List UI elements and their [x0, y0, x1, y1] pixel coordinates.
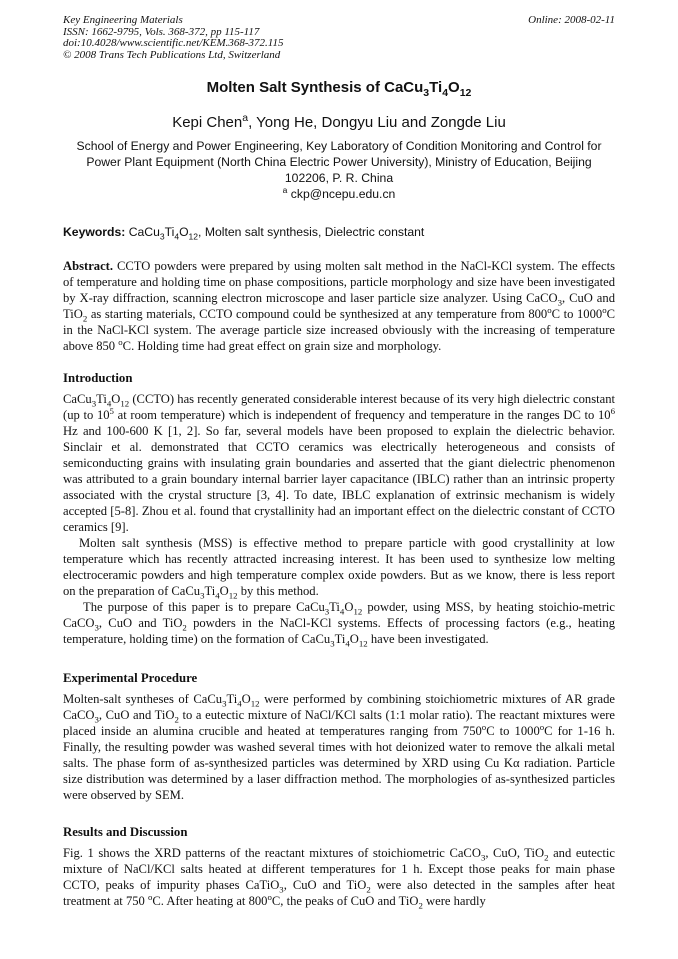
author-email: $^a$ ckp@ncepu.edu.cn: [282, 184, 396, 201]
abstract: Abstract. CCTO powders were prepared by using molten salt method in the NaCl-KCl system. The effects of temperature and holding time on phase compositions, particle morphology and size have been investigated by X-ray diffraction, scanning electron microscope and laser particle size analyzer. Using CaCO$_3$, CuO and TiO$_2$ as starting materials, CCTO compound could be synthesized at any temperature from 800$^o$C to 1000$^o$C in the NaCl-KCl system. The average particle size increased obviously with the increasing of temperature above 850 $^o$C. Holding time had great effect on grain size and morphology.: [63, 259, 615, 353]
paper-title: Molten Salt Synthesis of $CaCu_3Ti_4O_{12}$: [206, 79, 472, 99]
keywords: Keywords: $CaCu_3Ti_4O_{12}$, Molten salt synthesis, Dielectric constant: [63, 225, 425, 242]
author-list: Kepi Chen$^a$, Yong He, Dongyu Liu and Zongde Liu: [172, 112, 506, 131]
journal-header: [63, 15, 615, 61]
journal-issn: ISSN: 1662-9795, Vols. 368-372, pp 115-117: [63, 25, 260, 38]
affiliation: School of Energy and Power Engineering, Key Laboratory of Condition Monitoring and Control for Power Plant Equipment (North China Electric Power University), Ministry of Education, Beijing 102206, P. R. China: [76, 139, 602, 185]
results-heading: Results and Discussion: [63, 825, 188, 839]
journal-name: Key Engineering Materials: [63, 14, 183, 26]
online-date: Online: 2008-02-11: [528, 14, 615, 26]
journal-copyright: © 2008 Trans Tech Publications Ltd, Switzerland: [63, 48, 281, 61]
experimental-heading: Experimental Procedure: [63, 671, 198, 685]
intro-body: $CaCu_3Ti_4O_{12}$ (CCTO) has recently generated considerable interest because of its very high dielectric constant (up to $10^5$ at room temperature) which is independent of frequency and temperature in the ranges DC to $10^6$ Hz and 100-600 K [1, 2]. So far, several models have been proposed to explain the dielectric behavior. Sinclair et al. demonstrated that CCTO ceramics was electrically heterogeneous and consists of semiconducting grains with insulating grain boundaries and asserted that the giant dielectric phenomenon was attributed to a grain boundary internal barrier layer capacitance (IBLC) rather than an intrinsic property associated with the crystal structure [3, 4]. To date, IBLC explanation of extrinsic mechanism is widely accepted [5-8]. Zhou et al. found that crystallinity had an important effect on the dielectric constant of CCTO ceramics [9]. Molten salt synthesis (MSS) is effective method to prepare particle with good crystallinity at low temperature which has recently attracted increasing interest. It has been used to synthesize low melting electroceramic powders and high temperature complex oxide powders. But as we know, there is less report on the preparation of $CaCu_3Ti_4O_{12}$ by this method. The purpose of this paper is to prepare $CaCu_3Ti_4O_{12}$ powder, using MSS, by heating stoichio-metric CaCO$_3$, CuO and TiO$_2$ powders in the NaCl-KCl systems. Effects of processing factors (e.g., heating temperature, holding time) on the formation of $CaCu_3Ti_4O_{12}$ have been investigated.: [63, 392, 616, 649]
results-body: Fig. 1 shows the XRD patterns of the reactant mixtures of stoichiometric CaCO$_3$, CuO, TiO$_2$ and eutectic mixture of NaCl/KCl salts heated at different temperatures for 1 h. Except those peaks for main phase CCTO, peaks of impurity phases CaTiO$_3$, CuO and TiO$_2$ were also detected in the samples after heat treatment at 750 $^o$C. After heating at 800$^o$C, the peaks of CuO and TiO$_2$ were hardly: [63, 846, 615, 911]
experimental-body: Molten-salt syntheses of $CaCu_3Ti_4O_{12}$ were performed by combining stoichiometric mixtures of AR grade CaCO$_3$, CuO and TiO$_2$ to a eutectic mixture of NaCl/KCl salts (1:1 molar ratio). The reactant mixtures were placed inside an alumina crucible and heated at temperatures ranging from 750$^o$C to 1000$^o$C for 1-16 h. Finally, the resulting powder was washed several times with hot deionized water to remove the alkali metal salts. The phase form of as-synthesized particles was determined by XRD using Cu Kα radiation. Particle size distribution was determined by a laser diffraction method. The morphologies of as-synthesized particles were observed by SEM.: [63, 692, 615, 802]
journal-doi: doi:10.4028/www.scientific.net/KEM.368-372.115: [63, 37, 284, 49]
intro-heading: Introduction: [63, 371, 133, 385]
